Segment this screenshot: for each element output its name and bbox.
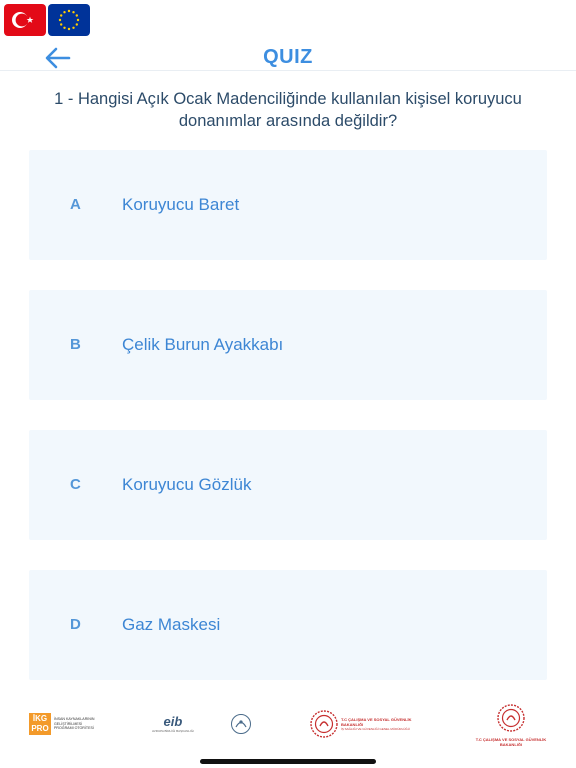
eib-subtitle: AVRUPA BİRLİĞİ BAŞKANLIĞI	[152, 729, 194, 733]
flags	[4, 4, 90, 36]
ikg-pro-text: İNSAN KAYNAKLARININ GELİŞTİRİLMESİ PROGRAMI OTORİTESİ	[54, 717, 95, 731]
ministry-emblem-icon	[497, 704, 525, 732]
option-d[interactable]	[29, 570, 547, 680]
ministry-emblem-icon	[310, 710, 338, 738]
ministry-subtitle: İŞ SAĞLIĞI VE GÜVENLİĞİ GENEL MÜDÜRLÜĞÜ	[341, 727, 410, 731]
ministry-logo-2	[473, 704, 549, 747]
ikg-pro-mark: İKG PRO	[29, 713, 51, 735]
option-text: Koruyucu Gözlük	[122, 475, 252, 494]
option-letter: D	[70, 616, 81, 633]
page-title: QUIZ	[263, 46, 313, 68]
option-a[interactable]	[29, 150, 547, 260]
turkey-flag-icon	[4, 4, 46, 36]
option-b[interactable]	[29, 290, 547, 400]
header-divider	[0, 70, 576, 71]
eib-mark: eib	[163, 714, 183, 729]
option-letter: C	[70, 476, 81, 493]
option-text: Koruyucu Baret	[122, 195, 240, 214]
option-text: Çelik Burun Ayakkabı	[122, 335, 284, 354]
option-letter: B	[70, 336, 81, 353]
ministry-logo	[310, 710, 417, 738]
option-letter: A	[70, 196, 81, 213]
option-text: Gaz Maskesi	[122, 615, 221, 634]
eu-flag-icon	[48, 4, 90, 36]
option-c[interactable]	[29, 430, 547, 540]
seal-logo-icon	[230, 713, 252, 740]
eib-logo	[152, 714, 194, 733]
ikg-pro-logo	[29, 713, 98, 735]
ministry-text: T.C ÇALIŞMA VE SOSYAL GÜVENLİK BAKANLIĞI	[475, 737, 547, 747]
home-indicator[interactable]	[200, 759, 376, 764]
ministry-text: T.C ÇALIŞMA VE SOSYAL GÜVENLİK BAKANLIĞI	[341, 717, 412, 727]
header	[0, 40, 576, 72]
answer-options	[29, 150, 547, 710]
question-text: 1 - Hangisi Açık Ocak Madenciliğinde kullanılan kişisel koruyucu donanımlar arasında değildir?	[54, 90, 522, 130]
footer-logos	[0, 700, 576, 750]
